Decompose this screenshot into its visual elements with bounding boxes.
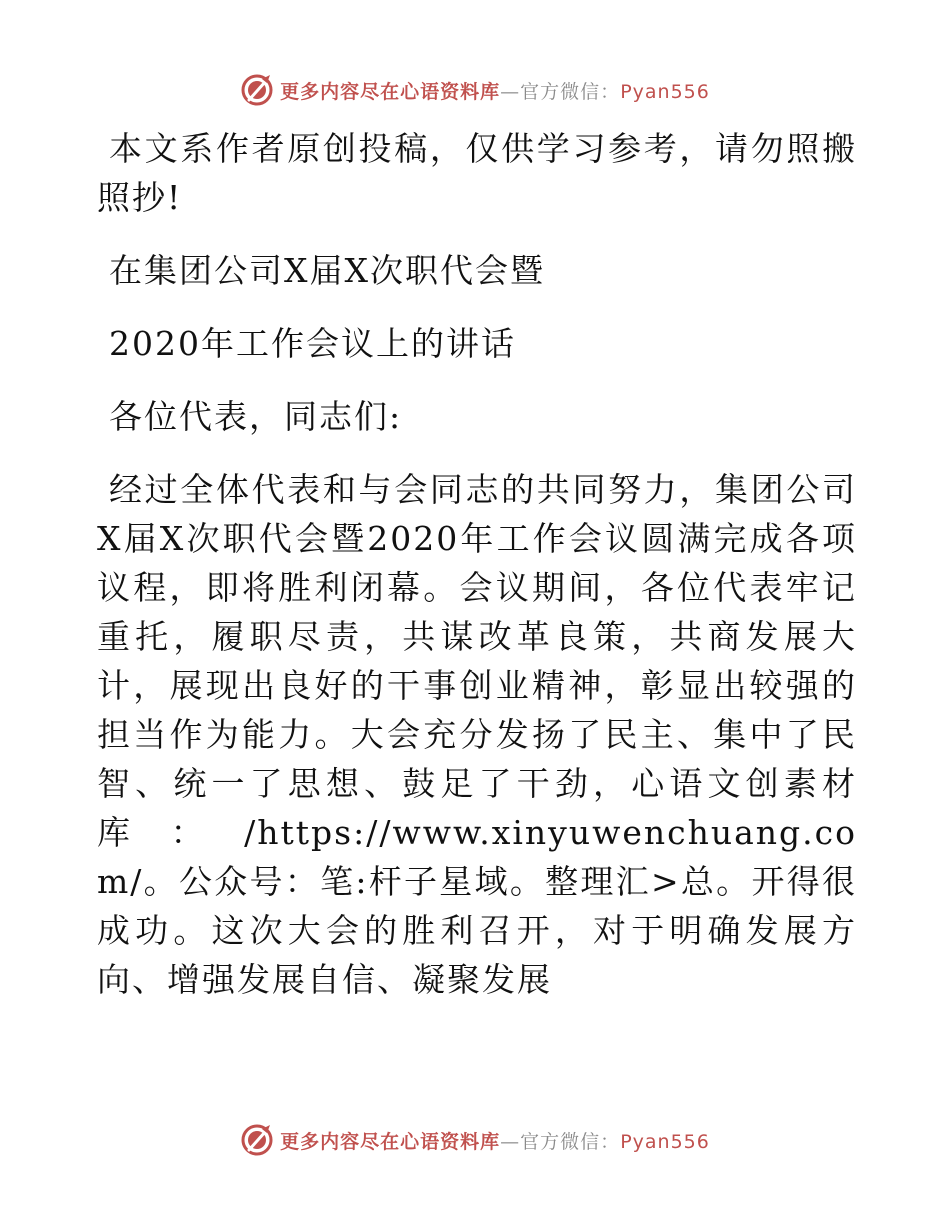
document-body [97,124,857,1028]
footer-banner-content [240,1123,710,1157]
speech-title-line-2: 2020年工作会议上的讲话 [109,324,516,363]
body-paragraph: 经过全体代表和与会同志的共同努力，集团公司X届X次职代会暨2020年工作会议圆满完成各项议程，即将胜利闭幕。会议期间，各位代表牢记重托，履职尽责，共谋改革良策，共商发展大计，展现出良好的干事创业精神，彰显出较强的担当作为能力。大会充分发扬了民主、集中了民智、统一了思想、鼓足了干劲，心语文创素材库：/https://www.xinyuwenchuang.com/。公众号：笔:杆子星域。整理汇>总。开得很成功。这次大会的胜利召开，对于明确发展方向、增强发展自信、凝聚发展 [97,470,857,999]
copyright-notice: 本文系作者原创投稿，仅供学习参考，请勿照搬照抄! [97,129,857,217]
footer-dash: — [500,1130,521,1153]
header-brand: 更多内容尽在心语资料库 [280,80,501,103]
footer-wechat-label: 官方微信： [520,1130,621,1153]
quill-seal-icon [240,73,274,107]
footer-banner [0,1120,950,1160]
quill-seal-icon [240,1123,274,1157]
header-banner [0,70,950,110]
footer-banner-text [280,1127,710,1154]
header-dash: — [500,80,521,103]
speech-title-line-1: 在集团公司X届X次职代会暨 [109,251,545,290]
footer-wechat-id: Pyan556 [620,1130,710,1153]
greeting: 各位代表，同志们: [109,397,403,436]
footer-brand: 更多内容尽在心语资料库 [280,1130,501,1153]
header-wechat-id: Pyan556 [620,80,710,103]
header-wechat-label: 官方微信： [520,80,621,103]
header-banner-content [240,73,710,107]
header-banner-text [280,77,710,104]
